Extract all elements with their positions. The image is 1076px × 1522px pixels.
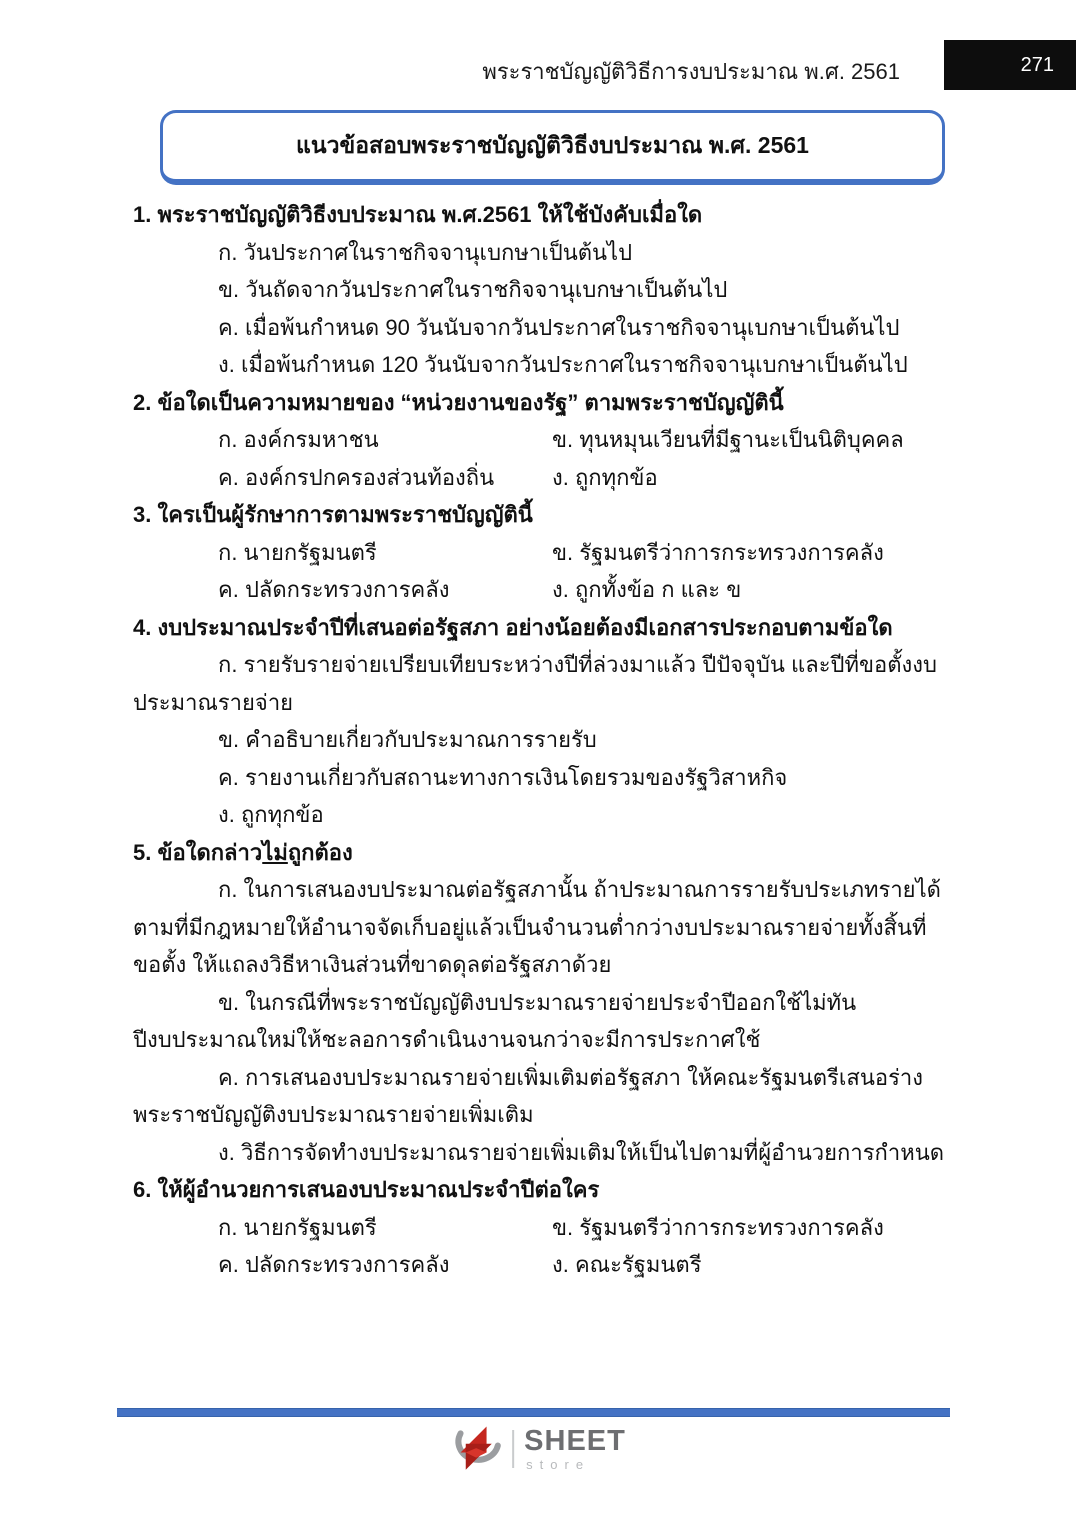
question-heading <box>133 834 945 872</box>
option-text: ข. คำอธิบายเกี่ยวกับประมาณการรายรับ <box>218 727 597 752</box>
question-heading-suffix: ถูกต้อง <box>287 839 353 865</box>
option-text: ค. ปลัดกระทรวงการคลัง <box>218 577 450 602</box>
question-block <box>133 609 945 834</box>
question-block <box>133 384 945 497</box>
question-heading: 2. ข้อใดเป็นความหมายของ “หน่วยงานของรัฐ” ตามพระราชบัญญัตินี้ <box>133 389 784 415</box>
brand-text <box>524 1427 626 1471</box>
option-text: ง. วิธีการจัดทำงบประมาณรายจ่ายเพิ่มเติมให้เป็นไปตามที่ผู้อำนวยการกำหนด <box>218 1139 945 1165</box>
question-heading-prefix: 5. ข้อใดกล่าว <box>133 839 263 865</box>
exam-title: แนวข้อสอบพระราชบัญญัติวิธีงบประมาณ พ.ศ. 2561 <box>296 132 809 158</box>
option-text: ก. รายรับรายจ่ายเปรียบเทียบระหว่างปีที่ล่วงมาแล้ว ปีปัจจุบัน และปีที่ขอตั้งงบประมาณรายจ่าย <box>133 652 937 715</box>
question-block <box>133 496 945 609</box>
option-text: ง. ถูกทั้งข้อ ก และ ข <box>552 577 742 602</box>
option-text: ก. นายกรัฐมนตรี <box>218 539 377 565</box>
question-heading: 1. พระราชบัญญัติวิธีงบประมาณ พ.ศ.2561 ให้ใช้บังคับเมื่อใด <box>133 202 703 227</box>
option-text: ก. นายกรัฐมนตรี <box>218 1214 377 1240</box>
footer-divider-bar <box>117 1408 950 1417</box>
question-block <box>133 1171 945 1284</box>
option-text: ค. องค์กรปกครองส่วนท้องถิ่น <box>218 464 495 490</box>
question-heading: 6. ให้ผู้อำนวยการเสนองบประมาณประจำปีต่อใคร <box>133 1177 600 1202</box>
question-heading: 3. ใครเป็นผู้รักษาการตามพระราชบัญญัตินี้ <box>133 502 533 527</box>
questions-content <box>133 196 945 1284</box>
option-text: ค. เมื่อพ้นกำหนด 90 วันนับจากวันประกาศในราชกิจจานุเบกษาเป็นต้นไป <box>218 314 900 340</box>
option-text: ข. รัฐมนตรีว่าการกระทรวงการคลัง <box>552 539 884 565</box>
option-text: ง. ถูกทุกข้อ <box>552 464 658 490</box>
question-block <box>133 196 945 384</box>
option-text: ง. คณะรัฐมนตรี <box>552 1252 702 1277</box>
option-text: ง. เมื่อพ้นกำหนด 120 วันนับจากวันประกาศในราชกิจจานุเบกษาเป็นต้นไป <box>218 352 908 377</box>
option-text: ง. ถูกทุกข้อ <box>218 802 324 827</box>
options-grid <box>133 1209 945 1284</box>
options-grid <box>133 534 945 609</box>
option-text: ก. วันประกาศในราชกิจจานุเบกษาเป็นต้นไป <box>218 239 633 265</box>
options-grid <box>133 421 945 496</box>
logo-separator <box>512 1430 514 1468</box>
question-heading-underlined-word: ไม่ <box>262 839 288 865</box>
option-text: ข. รัฐมนตรีว่าการกระทรวงการคลัง <box>552 1214 884 1240</box>
option-text: ค. การเสนองบประมาณรายจ่ายเพิ่มเติมต่อรัฐสภา ให้คณะรัฐมนตรีเสนอร่างพระราชบัญญัติงบประมาณรายจ่ายเพิ่มเติม <box>133 1064 923 1127</box>
sheet-store-s-icon <box>450 1424 502 1474</box>
option-text: ค. รายงานเกี่ยวกับสถานะทางการเงินโดยรวมของรัฐวิสาหกิจ <box>218 764 788 790</box>
option-text: ก. ในการเสนองบประมาณต่อรัฐสภานั้น ถ้าประมาณการรายรับประเภทรายได้ตามที่มีกฎหมายให้อำนาจจัดเก็บอยู่แล้วเป็นจำนวนต่ำกว่างบประมาณรายจ่ายทั้งสิ้นที่ขอตั้ง ให้แถลงวิธีหาเงินส่วนที่ขาดดุลต่อรัฐสภาด้วย <box>133 877 941 977</box>
brand-name: SHEET <box>524 1425 626 1457</box>
exam-title-box <box>160 110 945 185</box>
option-text: ข. ทุนหมุนเวียนที่มีฐานะเป็นนิติบุคคล <box>552 427 904 452</box>
option-text: ก. องค์กรมหาชน <box>218 427 379 452</box>
question-block <box>133 834 945 1172</box>
option-text: ข. ในกรณีที่พระราชบัญญัติงบประมาณรายจ่ายประจำปีออกใช้ไม่ทันปีงบประมาณใหม่ให้ชะลอการดำเนินงานจนกว่าจะมีการประกาศใช้ <box>133 989 857 1052</box>
option-text: ข. วันถัดจากวันประกาศในราชกิจจานุเบกษาเป็นต้นไป <box>218 277 728 302</box>
header-doc-title: พระราชบัญญัติวิธีการงบประมาณ พ.ศ. 2561 <box>482 59 900 84</box>
brand-subname: store <box>526 1457 591 1472</box>
option-text: ค. ปลัดกระทรวงการคลัง <box>218 1252 450 1277</box>
brand-logo <box>450 1424 626 1474</box>
page-number-badge: 271 <box>944 40 1076 90</box>
question-heading: 4. งบประมาณประจำปีที่เสนอต่อรัฐสภา อย่างน้อยต้องมีเอกสารประกอบตามข้อใด <box>133 614 893 640</box>
